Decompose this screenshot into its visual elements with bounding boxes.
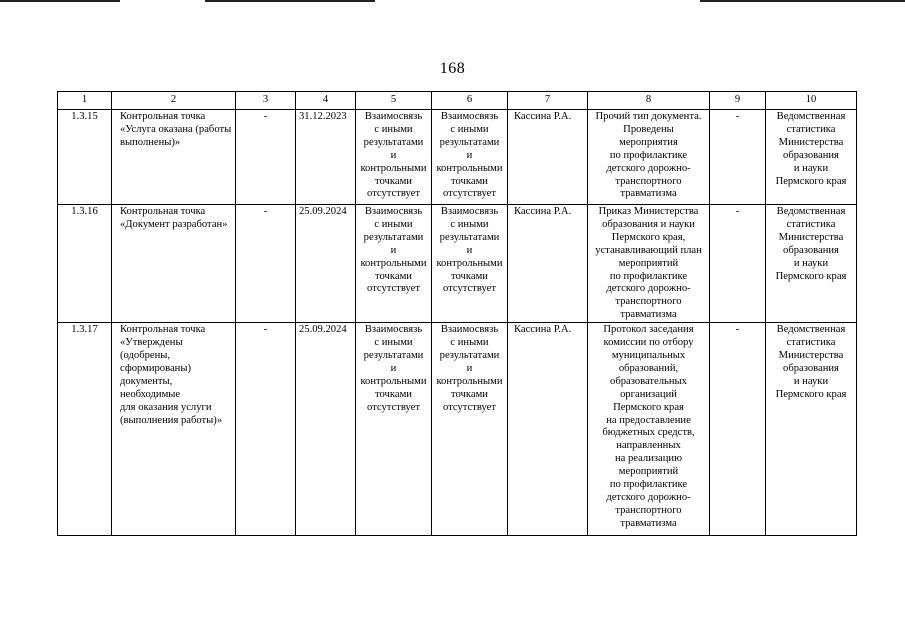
item-number-cell: 1.3.16 xyxy=(58,205,112,323)
responsible-cell: Кассина Р.А. xyxy=(508,110,588,205)
due-date-cell: 25.09.2024 xyxy=(296,205,356,323)
scan-edge-line xyxy=(0,0,120,2)
control-point-cell: Контрольная точка «Документ разработан» xyxy=(112,205,236,323)
column-header: 9 xyxy=(710,92,766,110)
table-row xyxy=(58,205,857,323)
responsible-cell: Кассина Р.А. xyxy=(508,205,588,323)
scan-edge-line xyxy=(700,0,905,2)
info-system-cell: - xyxy=(710,110,766,205)
plan-table xyxy=(57,91,857,536)
source-cell: Ведомственная статистика Министерства образования и науки Пермского края xyxy=(766,323,857,536)
column-header: 3 xyxy=(236,92,296,110)
table-row xyxy=(58,110,857,205)
page-number: 168 xyxy=(439,60,466,77)
successor-cell: Взаимосвязь с иными результатами и контрольными точками отсутствует xyxy=(432,110,508,205)
control-point-cell: Контрольная точка «Услуга оказана (работы выполнены)» xyxy=(112,110,236,205)
item-number-cell: 1.3.17 xyxy=(58,323,112,536)
control-point-cell: Контрольная точка «Утверждены (одобрены, сформированы) документы, необходимые для оказания услуги (выполнения работы)» xyxy=(112,323,236,536)
predecessor-cell: Взаимосвязь с иными результатами и контрольными точками отсутствует xyxy=(356,110,432,205)
column-header: 4 xyxy=(296,92,356,110)
document-cell: Протокол заседания комиссии по отбору муниципальных образований, образовательных организаций Пермского края на предоставление бюджетных средств, направленных на реализацию мероприятий по профилактике детского дорожно- транспортного травматизма xyxy=(588,323,710,536)
column-header: 1 xyxy=(58,92,112,110)
due-date-cell: 31.12.2023 xyxy=(296,110,356,205)
predecessor-cell: Взаимосвязь с иными результатами и контрольными точками отсутствует xyxy=(356,323,432,536)
item-number-cell: 1.3.15 xyxy=(58,110,112,205)
responsible-cell: Кассина Р.А. xyxy=(508,323,588,536)
column-header: 8 xyxy=(588,92,710,110)
table-header-row xyxy=(58,92,857,110)
info-system-cell: - xyxy=(710,323,766,536)
source-cell: Ведомственная статистика Министерства образования и науки Пермского края xyxy=(766,205,857,323)
base-date-cell: - xyxy=(236,110,296,205)
base-date-cell: - xyxy=(236,205,296,323)
base-date-cell: - xyxy=(236,323,296,536)
source-cell: Ведомственная статистика Министерства образования и науки Пермского края xyxy=(766,110,857,205)
due-date-cell: 25.09.2024 xyxy=(296,323,356,536)
column-header: 7 xyxy=(508,92,588,110)
table-row xyxy=(58,323,857,536)
predecessor-cell: Взаимосвязь с иными результатами и контрольными точками отсутствует xyxy=(356,205,432,323)
column-header: 10 xyxy=(766,92,857,110)
column-header: 5 xyxy=(356,92,432,110)
successor-cell: Взаимосвязь с иными результатами и контрольными точками отсутствует xyxy=(432,205,508,323)
column-header: 2 xyxy=(112,92,236,110)
document-cell: Приказ Министерства образования и науки Пермского края, устанавливающий план мероприятий по профилактике детского дорожно- транспортного травматизма xyxy=(588,205,710,323)
successor-cell: Взаимосвязь с иными результатами и контрольными точками отсутствует xyxy=(432,323,508,536)
scan-edge-line xyxy=(205,0,375,2)
document-cell: Прочий тип документа. Проведены мероприятия по профилактике детского дорожно- транспортного травматизма xyxy=(588,110,710,205)
column-header: 6 xyxy=(432,92,508,110)
info-system-cell: - xyxy=(710,205,766,323)
